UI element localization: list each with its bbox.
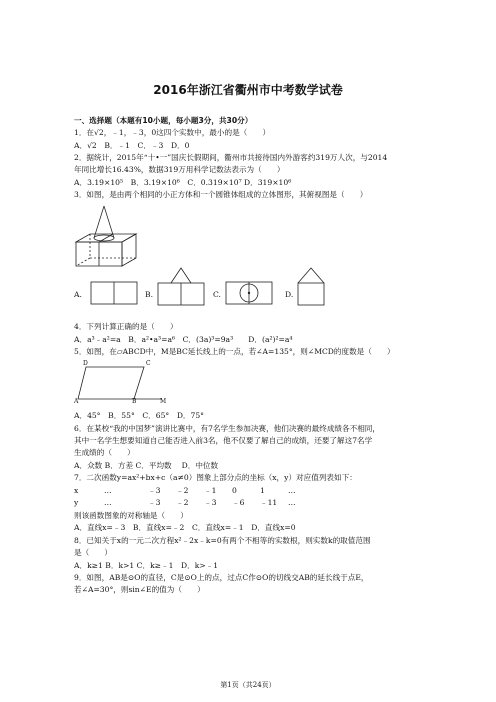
option-d-figure [297, 266, 325, 306]
vertex-b-label: B [132, 398, 137, 405]
question-7-options: A．直线x=﹣3 B．直线x=﹣2 C．直线x=﹣1 D．直线x=0 [74, 523, 296, 532]
question-9-line2: 若∠A=30°，则sin∠E的值为（ ） [74, 585, 205, 594]
question-2-line2: 年同比增长16.43%，数据319万用科学记数法表示为（ ） [74, 165, 285, 174]
page-footer: 第1页（共24页） [220, 681, 276, 689]
option-c-label: C. [213, 290, 221, 299]
option-c-figure [225, 281, 273, 305]
question-2-options: A．3.19×10⁵ B．3.19×10⁶ C．0.319×10⁷ D．319×10⁶ [74, 178, 292, 187]
question-5-parallelogram-figure [76, 361, 166, 405]
vertex-a-label: D [83, 360, 88, 367]
question-6-line2: 其中一名学生想要知道自己能否进入前3名，他不仅要了解自己的成绩，还要了解这7名学 [74, 436, 373, 445]
vertex-c-label: C [146, 360, 151, 367]
option-b-label: B. [145, 290, 153, 299]
point-m-label: M [160, 398, 167, 405]
question-6-line3: 生成绩的（ ） [74, 448, 135, 457]
page-title: 2016年浙江省衢州市中考数学试卷 [153, 83, 343, 97]
table-row-x: x … ﹣3 ﹣2 ﹣1 0 1 … [74, 486, 296, 495]
section-heading: 一、选择题（本题有10小题，每小题3分，共30分） [74, 116, 253, 125]
question-5-options: A．45° B．55° C．65° D．75° [74, 411, 204, 420]
question-5: 5．如图，在▱ABCD中，M是BC延长线上的一点，若∠A=135°，则∠MCD的度数是（ ） [74, 347, 395, 356]
option-d-label: D. [285, 290, 294, 299]
question-3: 3．如图，是由两个相同的小正方体和一个圆锥体组成的立体图形，其俯视图是（ ） [74, 190, 368, 199]
question-8-line1: 8．已知关于x的一元二次方程x²﹣2x﹣k=0有两个不相等的实数根，则实数k的取值范围 [74, 536, 371, 545]
question-7-ask: 则该函数图象的对称轴是（ ） [74, 511, 188, 520]
table-row-y: y … ﹣3 ﹣2 ﹣3 ﹣6 ﹣11 … [74, 498, 296, 507]
question-8-line2: 是（ ） [74, 548, 112, 557]
question-6-line1: 6．在某校“我的中国梦”演讲比赛中，有7名学生参加决赛，他们决赛的最终成绩各不相同， [74, 424, 380, 433]
question-4: 4．下列计算正确的是（ ） [74, 322, 178, 331]
question-7: 7．二次函数y=ax²+bx+c（a≠0）图象上部分点的坐标（x，y）对应值列表如下： [74, 473, 357, 482]
question-8-options: A．k≥1 B．k>1 C．k≥﹣1 D．k>﹣1 [74, 561, 219, 570]
option-b-figure [157, 266, 205, 306]
question-3-solid-figure [74, 204, 144, 270]
question-1: 1．在√2，﹣1，﹣3，0这四个实数中，最小的是（ ） [74, 128, 271, 137]
question-9-line1: 9．如图，AB是⊙O的直径，C是⊙O上的点，过点C作⊙O的切线交AB的延长线于点E， [74, 573, 369, 582]
question-2-line1: 2．据统计，2015年“十•一”国庆长假期间，衢州市共接待国内外游客约319万人次，与2014 [74, 153, 388, 162]
question-1-options: A．√2 B．﹣1 C．﹣3 D．0 [74, 141, 190, 150]
question-6-options: A．众数 B．方差 C．平均数 D．中位数 [74, 461, 219, 470]
option-a-figure [90, 281, 138, 305]
question-4-options: A．a³﹣a²=a B．a²•a³=a⁶ C．(3a)³=9a³ D．(a²)²=a⁴ [74, 335, 293, 344]
vertex-a-bottom-label: A [74, 398, 79, 405]
option-a-label: A. [74, 290, 82, 299]
